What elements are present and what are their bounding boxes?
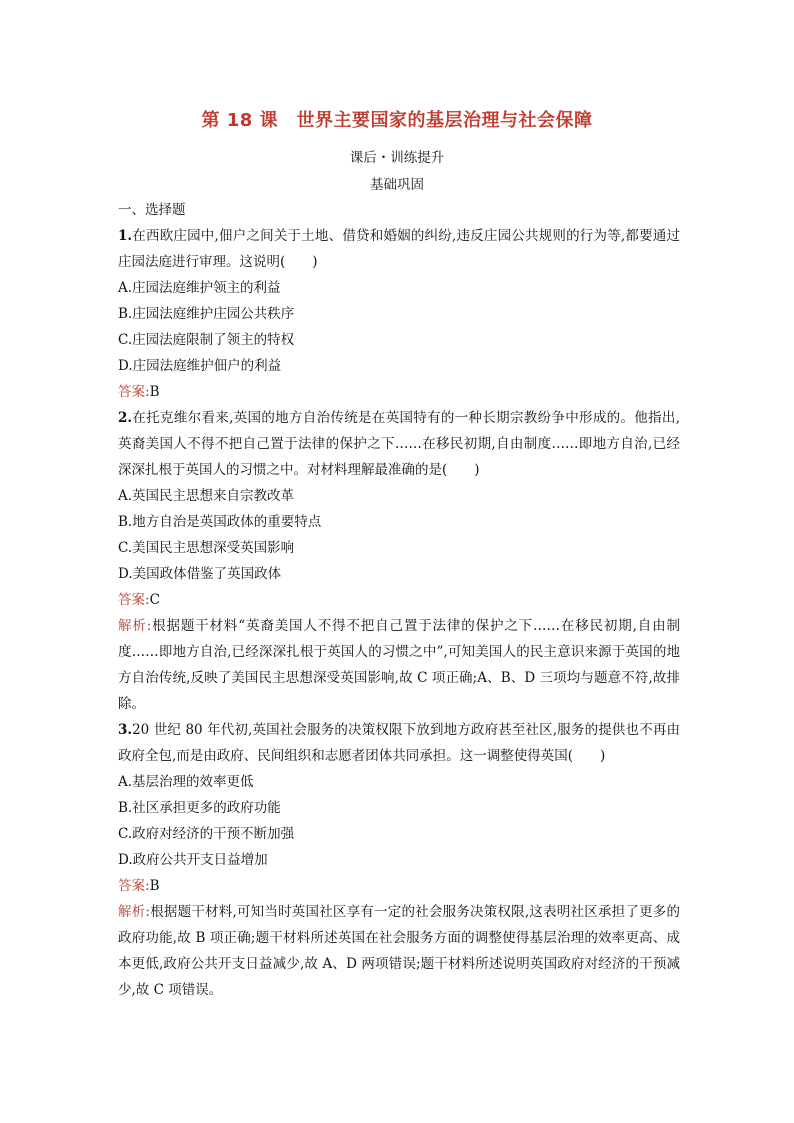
question-stem <box>118 405 680 483</box>
option-b: B.庄园法庭维护庄园公共秩序 <box>118 306 295 322</box>
question-3 <box>118 717 680 1003</box>
document-body <box>118 197 680 1003</box>
question-text: 在西欧庄园中,佃户之间关于土地、借贷和婚姻的纠纷,违反庄园公共规则的行为等,都要通过庄园法庭进行审理。这说明( ) <box>118 228 680 270</box>
question-text: 在托克维尔看来,英国的地方自治传统是在英国特有的一种长期宗教纷争中形成的。他指出,英裔美国人不得不把自己置于法律的保护之下……在移民初期,自由制度……即地方自治,已经深深扎根于英国人的习惯之中。对材料理解最准确的是( ) <box>118 410 680 478</box>
option-d: D.政府公共开支日益增加 <box>118 852 268 868</box>
analysis-label: 解析: <box>118 618 152 634</box>
answer-line <box>118 379 680 405</box>
lesson-title: 第 18 课 世界主要国家的基层治理与社会保障 <box>201 110 593 131</box>
question-number: 2. <box>118 410 133 426</box>
option-a: A.基层治理的效率更低 <box>118 774 254 790</box>
analysis-text: 根据题干材料“英裔美国人不得不把自己置于法律的保护之下……在移民初期,自由制度……即地方自治,已经深深扎根于英国人的习惯之中”,可知美国人的民主意识来源于英国的地方自治传统,反映了美国民主思想深受英国影响,故 C 项正确;A、B、D 三项均与题意不符,故排除。 <box>118 618 680 712</box>
option-c: C.美国民主思想深受英国影响 <box>118 540 295 556</box>
section-heading: 基础巩固 <box>370 177 424 193</box>
option-a: A.庄园法庭维护领主的利益 <box>118 280 281 296</box>
option-a: A.英国民主思想来自宗教改革 <box>118 488 295 504</box>
question-stem <box>118 223 680 275</box>
answer-label: 答案: <box>118 592 150 608</box>
answer-value: C <box>149 592 160 608</box>
answer-value: B <box>149 878 160 894</box>
question-number: 1. <box>118 228 133 244</box>
option-b: B.社区承担更多的政府功能 <box>118 800 281 816</box>
question-2 <box>118 405 680 717</box>
analysis-paragraph <box>118 613 680 717</box>
answer-label: 答案: <box>118 878 150 894</box>
option-b: B.地方自治是英国政体的重要特点 <box>118 514 322 530</box>
option-c: C.庄园法庭限制了领主的特权 <box>118 332 295 348</box>
question-text: 20 世纪 80 年代初,英国社会服务的决策权限下放到地方政府甚至社区,服务的提供也不再由政府全包,而是由政府、民间组织和志愿者团体共同承担。这一调整使得英国( ) <box>118 722 680 764</box>
analysis-label: 解析: <box>118 904 150 920</box>
answer-label: 答案: <box>118 384 150 400</box>
answer-line <box>118 873 680 899</box>
section-label: 一、选择题 <box>118 202 186 218</box>
option-c: C.政府对经济的干预不断加强 <box>118 826 295 842</box>
analysis-paragraph <box>118 899 680 1003</box>
option-d: D.美国政体借鉴了英国政体 <box>118 566 282 582</box>
option-d: D.庄园法庭维护佃户的利益 <box>118 358 282 374</box>
question-1 <box>118 223 680 405</box>
answer-line <box>118 587 680 613</box>
answer-value: B <box>149 384 160 400</box>
subtitle: 课后・训练提升 <box>349 150 445 166</box>
question-stem <box>118 717 680 769</box>
question-number: 3. <box>118 722 133 738</box>
analysis-text: 根据题干材料,可知当时英国社区享有一定的社会服务决策权限,这表明社区承担了更多的政府功能,故 B 项正确;题干材料所述英国在社会服务方面的调整使得基层治理的效率更高、成本更低,政府公共开支日益减少,故 A、D 两项错误;题干材料所述说明英国政府对经济的干预减少,故 C 项错误。 <box>118 904 680 998</box>
